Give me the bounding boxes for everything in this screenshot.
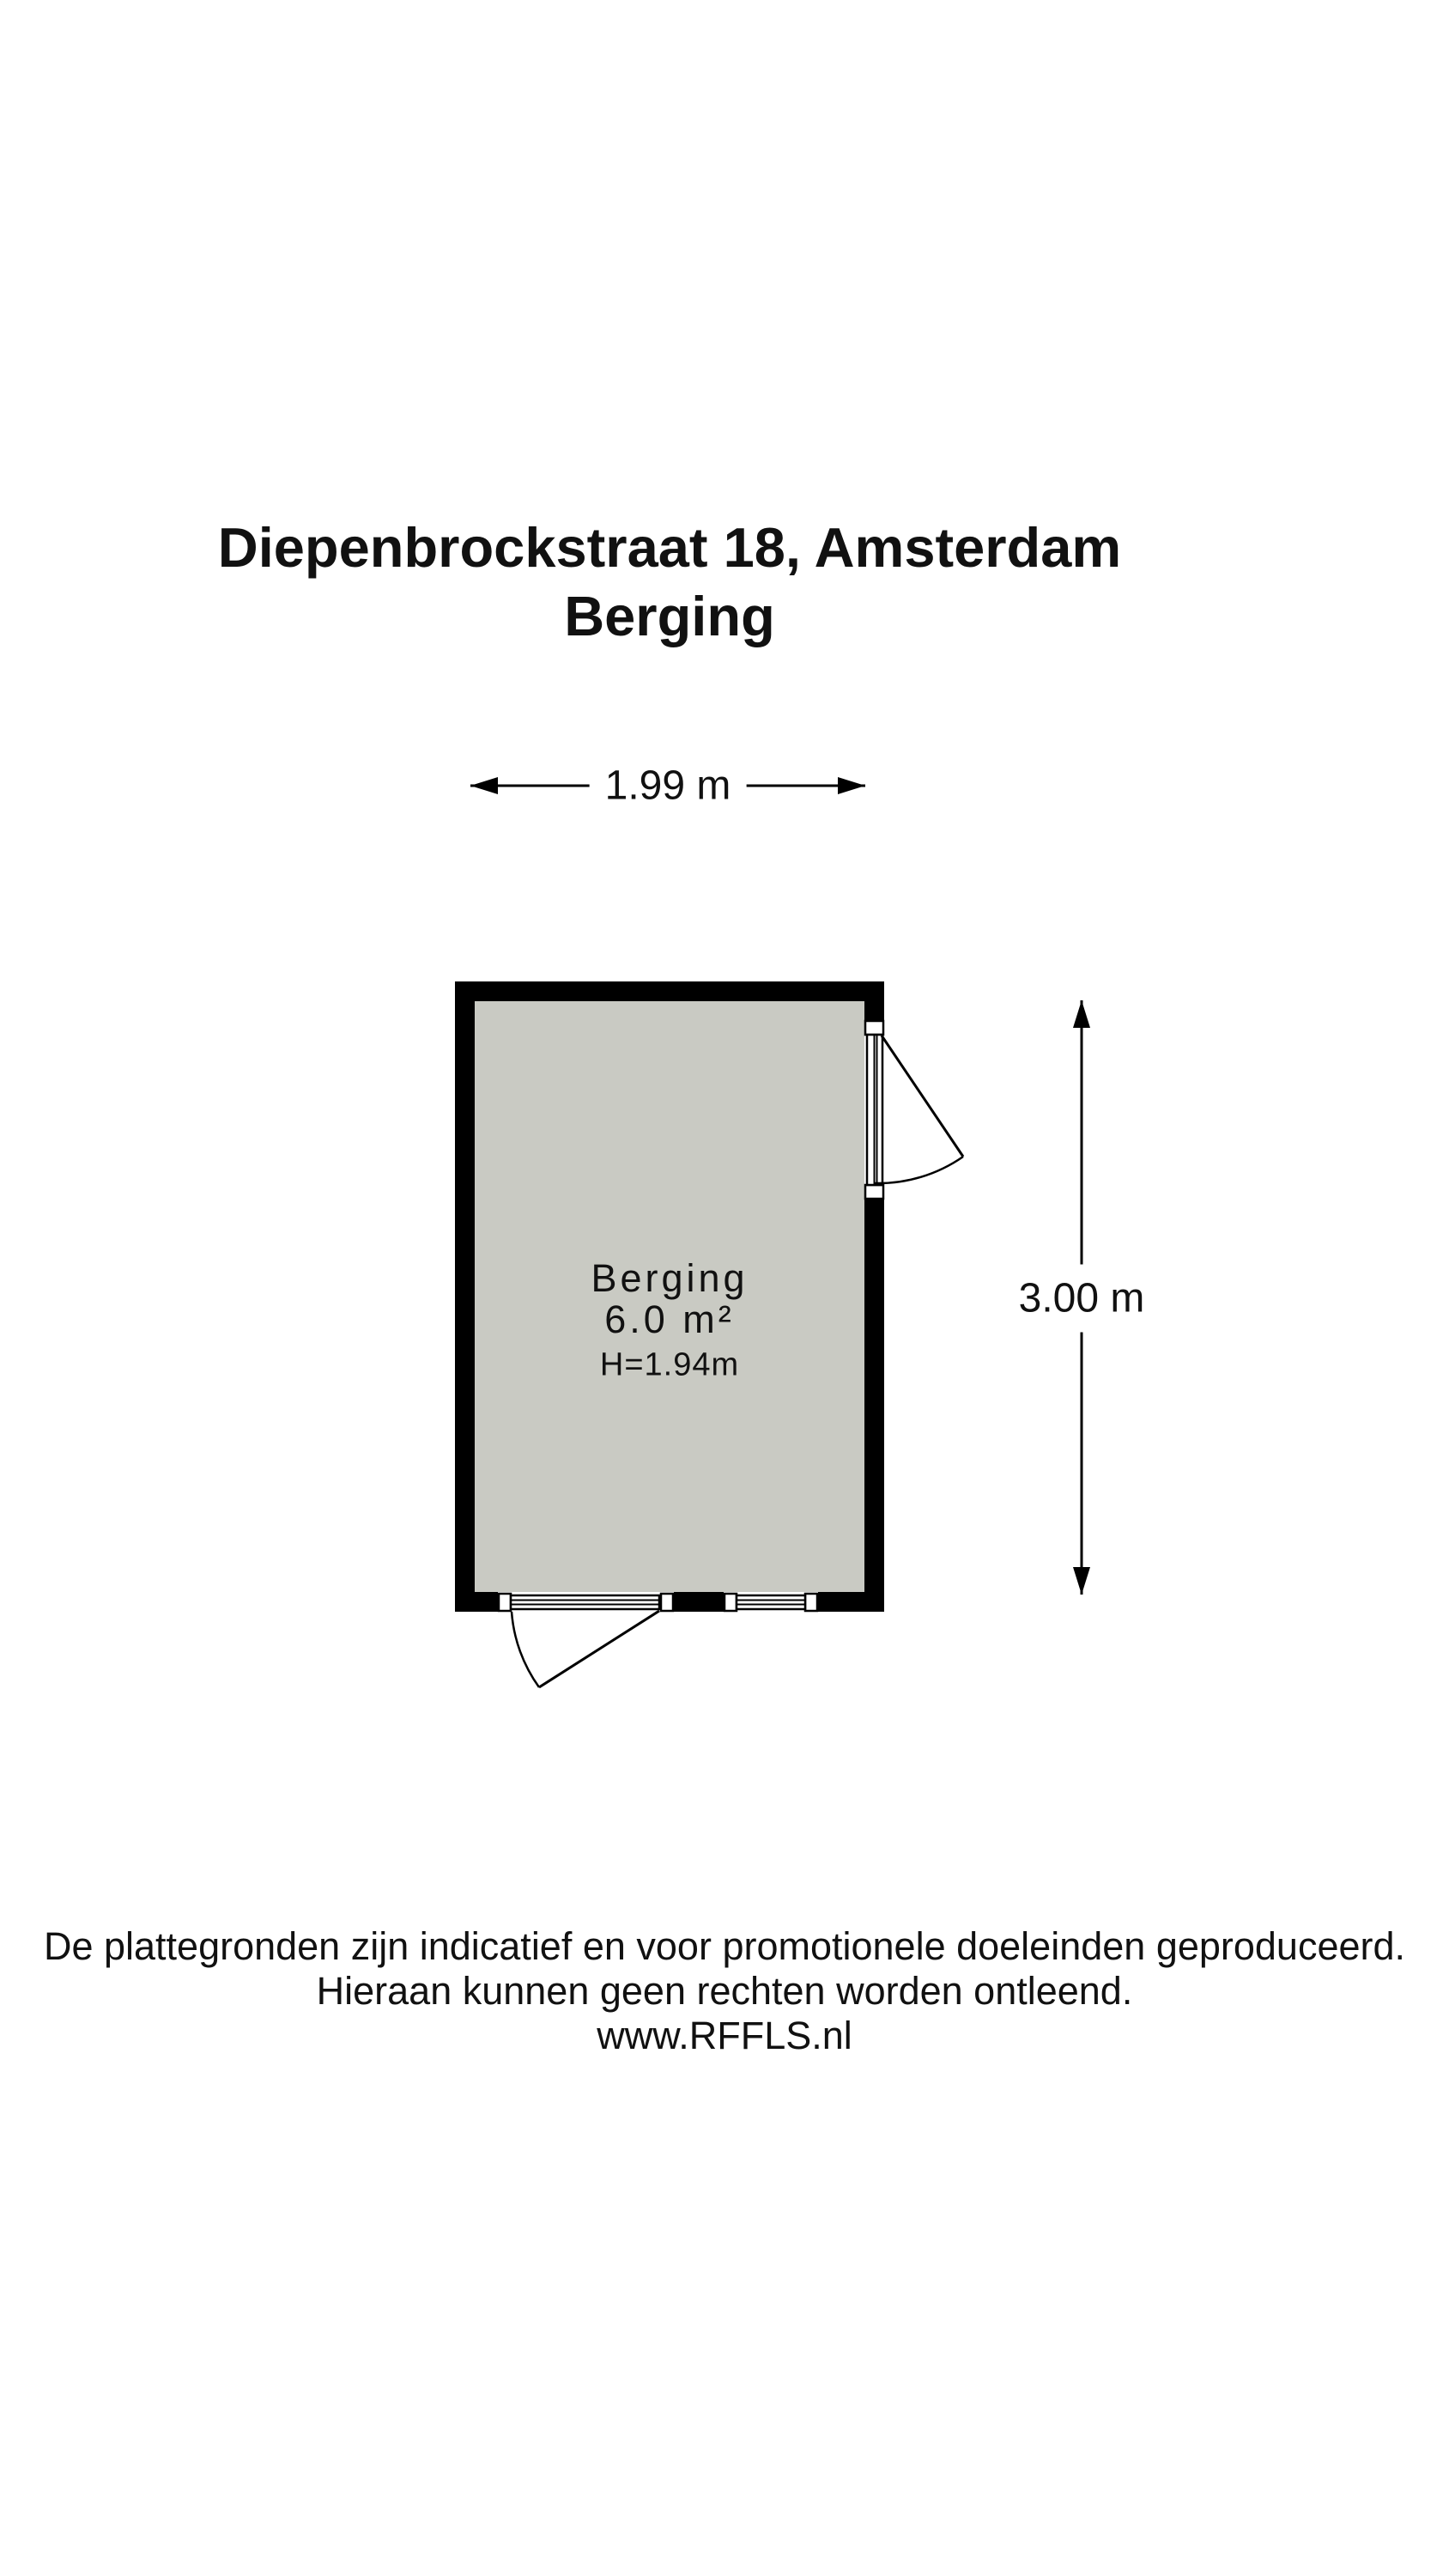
arrow-right-icon: [838, 777, 865, 794]
door-right-jamb-top: [865, 1021, 883, 1035]
disclaimer-line-2: Hieraan kunnen geen rechten worden ontleend.: [316, 1969, 1133, 2013]
door-right-leaf: [882, 1036, 963, 1157]
window-bottom-jamb-left: [724, 1594, 737, 1611]
arrow-left-icon: [470, 777, 498, 794]
window-bottom-glass: [737, 1595, 805, 1609]
disclaimer-website: www.RFFLS.nl: [597, 2014, 852, 2057]
door-bottom-panel: [511, 1595, 659, 1609]
window-bottom-jamb-right: [805, 1594, 817, 1611]
door-bottom: [498, 1592, 674, 1687]
door-bottom-jamb-right: [661, 1594, 673, 1611]
door-right-swing-arc: [875, 1157, 963, 1183]
room-ceiling-height-label: H=1.94m: [599, 1346, 740, 1383]
arrow-down-icon: [1073, 1567, 1090, 1595]
floorplan-drawing: [429, 756, 1159, 1717]
page-title-room: Berging: [564, 585, 775, 647]
door-right: [864, 1020, 963, 1200]
page-title: [155, 513, 1185, 651]
room-area-label: 6.0 m²: [604, 1297, 735, 1341]
door-bottom-jamb-left: [499, 1594, 511, 1611]
width-dimension-label: 1.99 m: [590, 762, 747, 810]
disclaimer-line-1: De plattegronden zijn indicatief en voor promotionele doeleinden geproduceerd.: [43, 1924, 1406, 1968]
door-bottom-leaf: [539, 1611, 659, 1687]
height-dimension-label: 3.00 m: [1007, 1265, 1157, 1333]
page-title-address: Diepenbrockstraat 18, Amsterdam: [217, 516, 1122, 579]
door-bottom-swing-arc: [512, 1612, 539, 1687]
door-right-jamb-bottom: [865, 1185, 883, 1199]
disclaimer: [0, 1924, 1449, 2058]
window-bottom: [724, 1592, 818, 1612]
room-name-label: Berging: [591, 1256, 749, 1300]
arrow-up-icon: [1073, 1000, 1090, 1028]
